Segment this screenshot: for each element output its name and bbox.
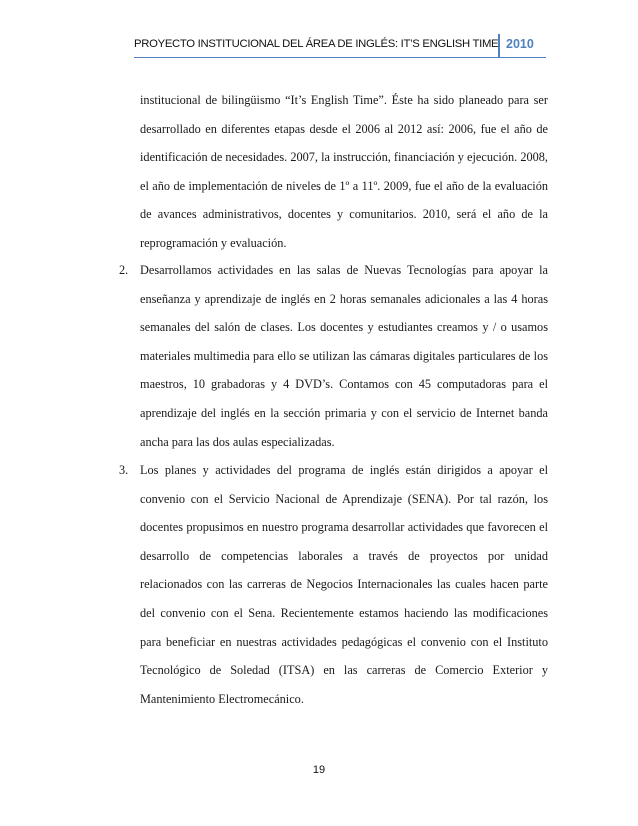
header-rule: [134, 57, 546, 58]
list-item-text: Los planes y actividades del programa de inglés están dirigidos a apoyar el convenio con el Servicio Nacional de Aprendizaje (SENA). Por tal razón, los docentes propusimos en nuestro programa desarrollar actividades que favorecen el desarrollo de competencias laborales a través de proyectos por unidad relacionados con las carreras de Negocios Internacionales las cuales hacen parte del convenio con el Sena. Recientemente estamos haciendo las modificaciones para beneficiar en nuestras actividades pedagógicas el convenio con el Instituto Tecnológico de Soledad (ITSA) en las carreras de Comercio Exterior y Mantenimiento Electromecánico.: [140, 463, 548, 706]
page-number: 19: [312, 764, 326, 776]
list-item-number: 2.: [119, 263, 129, 277]
header-title: PROYECTO INSTITUCIONAL DEL ÁREA DE INGLÉS: IT’S ENGLISH TIME: [134, 38, 499, 50]
list-item-number: 3.: [119, 463, 129, 477]
page-header: [134, 36, 546, 60]
header-divider: [498, 34, 500, 58]
header-year: 2010: [506, 37, 534, 51]
intro-paragraph: institucional de bilingüismo “It’s English Time”. Éste ha sido planeado para ser desarrollado en diferentes etapas desde el 2006 al 2012 así: 2006, fue el año de identificación de necesidades. 2007, la instrucción, financiación y ejecución. 2008, el año de implementación de niveles de 1º a 11º. 2009, fue el año de la evaluación de avances administrativos, docentes y comunitarios. 2010, será el año de la reprogramación y evaluación.: [140, 93, 548, 250]
list-item-text: Desarrollamos actividades en las salas de Nuevas Tecnologías para apoyar la enseñanza y aprendizaje de inglés en 2 horas semanales adicionales a las 4 horas semanales del salón de clases. Los docentes y estudiantes creamos y / o usamos materiales multimedia para ello se utilizan las cámaras digitales particulares de los maestros, 10 grabadoras y 4 DVD’s. Contamos con 45 computadoras para el aprendizaje del inglés en la sección primaria y con el servicio de Internet banda ancha para las dos aulas especializadas.: [140, 263, 548, 449]
